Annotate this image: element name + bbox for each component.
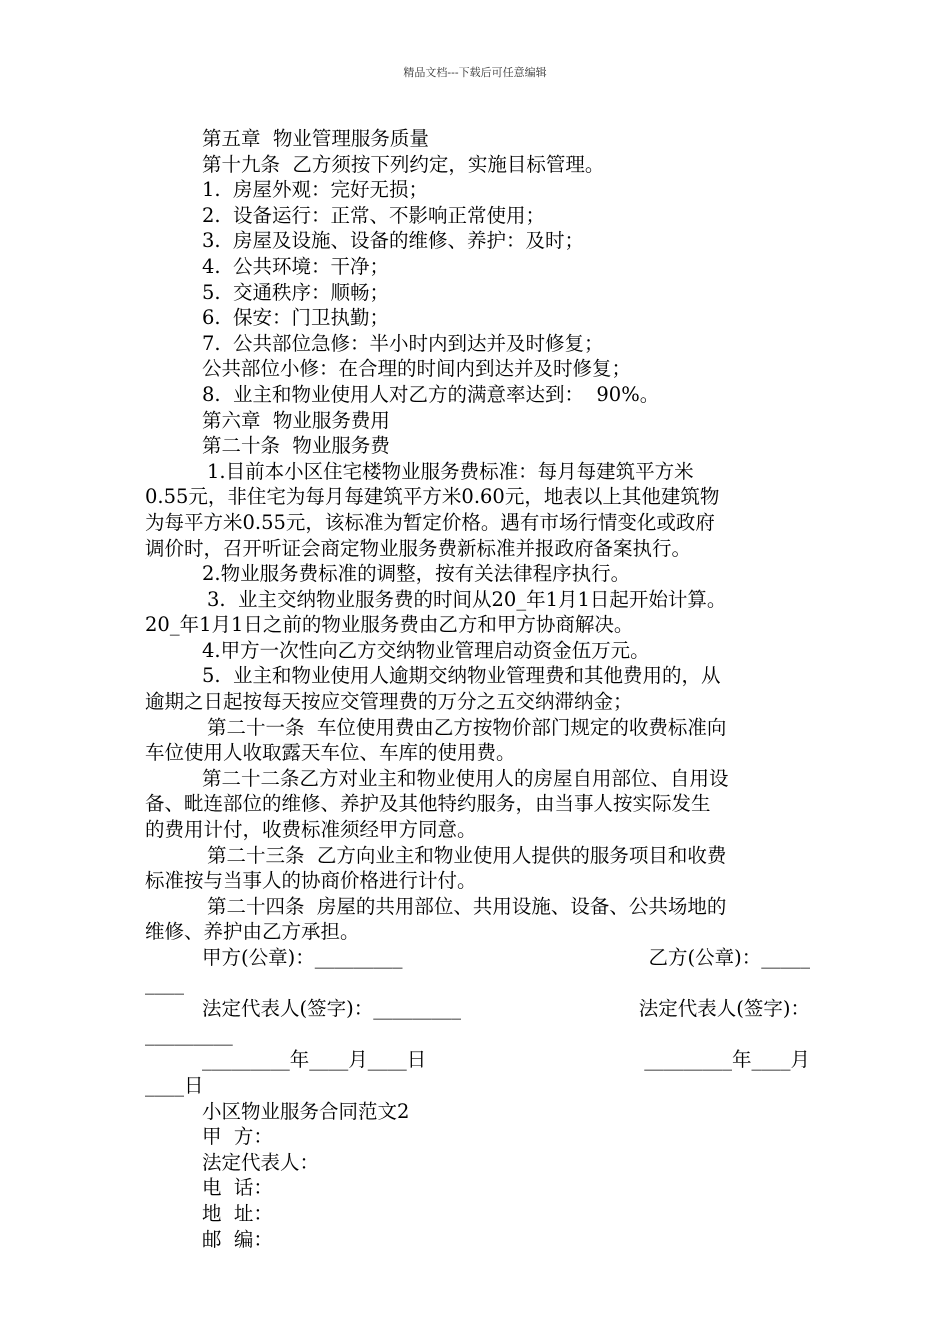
party-b-seal: 乙方(公章)：_____ (648, 946, 810, 969)
text-line: 6. 保安：门卫执勤； (202, 306, 390, 330)
text-line: 第二十四条 房屋的共用部位、共用设施、设备、公共场地的 (207, 894, 727, 918)
document-body (145, 126, 810, 1252)
date-b-continuation: ____日 (145, 1073, 204, 1097)
text-line: 5. 业主和物业使用人逾期交纳物业管理费和其他费用的，从 (202, 664, 721, 688)
representative-b: 法定代表人(签字)： (638, 997, 810, 1021)
text-line: 第十九条 乙方须按下列约定，实施目标管理。 (202, 152, 605, 176)
text-line: 备、毗连部位的维修、养护及其他特约服务，由当事人按实际发生 (145, 792, 711, 816)
representative-a: 法定代表人(签字)：_________ (202, 997, 461, 1021)
text-line: 2.物业服务费标准的调整，按有关法律程序执行。 (202, 562, 631, 586)
text-line: 4.甲方一次性向乙方交纳物业管理启动资金伍万元。 (202, 638, 650, 662)
text-line: 20_年1月1日之前的物业服务费由乙方和甲方协商解决。 (145, 613, 634, 637)
date-a: _________年____月____日 (202, 1048, 427, 1072)
text-line: 维修、养护由乙方承担。 (145, 920, 360, 944)
text-line: 3. 房屋及设施、设备的维修、养护：及时； (202, 229, 585, 253)
party-b-seal-continuation: ____ (145, 971, 184, 995)
representative-row (145, 996, 810, 1022)
text-line: 车位使用人收取露天车位、车库的使用费。 (145, 741, 516, 765)
contract2-field: 甲 方： (202, 1125, 273, 1149)
contract2-fields (145, 1124, 810, 1252)
seal-row (145, 945, 810, 971)
contract2-field: 邮 编： (202, 1227, 273, 1251)
text-line: 第二十三条 乙方向业主和物业使用人提供的服务项目和收费 (207, 843, 727, 867)
text-line: 1. 房屋外观：完好无损； (202, 178, 429, 202)
text-line: 0.55元，非住宅为每月每建筑平方米0.60元，地表以上其他建筑物 (145, 485, 720, 509)
text-line: 7. 公共部位急修：半小时内到达并及时修复； (202, 331, 604, 355)
page-header: 精品文档---下载后可任意编辑 (403, 66, 547, 79)
date-b: _________年____月 (644, 1048, 810, 1072)
text-line: 3. 业主交纳物业服务费的时间从20_年1月1日起开始计算。 (207, 587, 727, 611)
text-line: 逾期之日起按每天按应交管理费的万分之五交纳滞纳金； (145, 690, 633, 714)
text-line: 4. 公共环境：干净； (202, 254, 390, 278)
contract2-title: 小区物业服务合同范文2 (202, 1099, 410, 1123)
representative-b-continuation: _________ (145, 1022, 233, 1046)
text-line: 5. 交通秩序：顺畅； (202, 280, 390, 304)
text-line: 标准按与当事人的协商价格进行计付。 (145, 869, 477, 893)
text-line: 1.目前本小区住宅楼物业服务费标准：每月每建筑平方米 (207, 459, 694, 483)
date-row (145, 1047, 810, 1073)
text-line: 第二十一条 车位使用费由乙方按物价部门规定的收费标准向 (207, 715, 727, 739)
contract2-field: 地 址： (202, 1201, 273, 1225)
text-line: 为每平方米0.55元，该标准为暂定价格。遇有市场行情变化或政府 (145, 510, 715, 534)
text-line: 2. 设备运行：正常、不影响正常使用； (202, 203, 546, 227)
text-line: 第二十条 物业服务费 (202, 434, 390, 458)
contract2-field: 法定代表人： (202, 1150, 320, 1174)
party-a-seal: 甲方(公章)：_________ (202, 946, 403, 969)
text-line: 第二十二条乙方对业主和物业使用人的房屋自用部位、自用设 (202, 766, 729, 790)
text-line: 第六章 物业服务费用 (202, 408, 390, 432)
contract-text (145, 126, 810, 945)
text-line: 的费用计付，收费标准须经甲方同意。 (145, 818, 477, 842)
text-line: 调价时，召开听证会商定物业服务费新标准并报政府备案执行。 (145, 536, 692, 560)
text-line: 8. 业主和物业使用人对乙方的满意率达到： 90%。 (202, 382, 660, 406)
text-line: 公共部位小修：在合理的时间内到达并及时修复； (202, 357, 632, 381)
contract2-field: 电 话： (202, 1176, 273, 1200)
text-line: 第五章 物业管理服务质量 (202, 127, 429, 150)
